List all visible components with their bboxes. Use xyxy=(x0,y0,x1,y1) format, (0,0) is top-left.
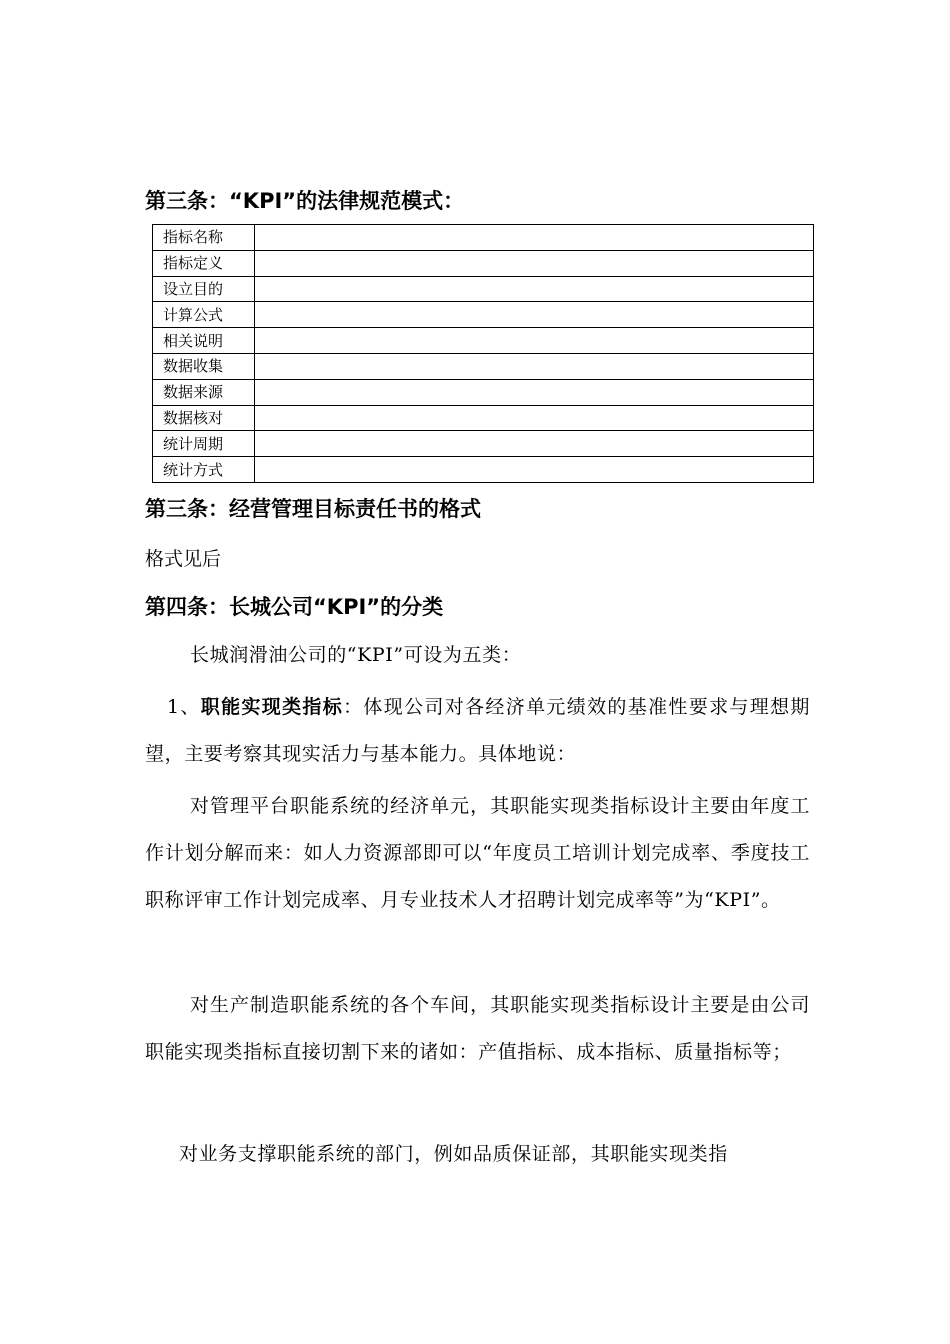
table-row xyxy=(153,302,814,328)
item1-paragraph xyxy=(145,684,810,778)
row-label: 计算公式 xyxy=(153,302,255,328)
row-value xyxy=(255,405,814,431)
row-label: 统计方式 xyxy=(153,457,255,483)
management-paragraph: 对管理平台职能系统的经济单元，其职能实现类指标设计主要由年度工作计划分解而来：如人力资源部即可以“年度员工培训计划完成率、季度技工职称评审工作计划完成率、月专业技术人才招聘计划完成率等”为“KPI”。 xyxy=(145,795,810,911)
section-title-responsibility-format: 第三条：经营管理目标责任书的格式 xyxy=(145,497,481,521)
row-label: 数据收集 xyxy=(153,353,255,379)
item1-description: ：体现公司对各经济单元绩效的基准性要求与理想期望，主要考察其现实活力与基本能力。具体地说： xyxy=(145,696,810,765)
support-paragraph: 对业务支撑职能系统的部门，例如品质保证部，其职能实现类指 xyxy=(179,1143,728,1165)
row-label: 数据核对 xyxy=(153,405,255,431)
table-row xyxy=(153,431,814,457)
table-row xyxy=(153,276,814,302)
row-label: 统计周期 xyxy=(153,431,255,457)
row-value xyxy=(255,457,814,483)
row-value xyxy=(255,250,814,276)
row-value xyxy=(255,353,814,379)
kpi-definition-table xyxy=(152,224,814,483)
intro-text: 长城润滑油公司的“KPI”可设为五类： xyxy=(190,644,522,666)
table-row xyxy=(153,457,814,483)
row-value xyxy=(255,379,814,405)
row-value xyxy=(255,225,814,251)
table-row xyxy=(153,250,814,276)
table-row xyxy=(153,225,814,251)
row-label: 指标名称 xyxy=(153,225,255,251)
row-label: 数据来源 xyxy=(153,379,255,405)
item1-number: 1、 xyxy=(167,696,201,718)
section-title-legal-format: 第三条：“KPI”的法律规范模式： xyxy=(145,189,465,213)
row-label: 设立目的 xyxy=(153,276,255,302)
table-row xyxy=(153,379,814,405)
intro-paragraph xyxy=(145,632,810,679)
row-label: 指标定义 xyxy=(153,250,255,276)
table-row xyxy=(153,405,814,431)
row-value xyxy=(255,431,814,457)
section-title-kpi-classification: 第四条：长城公司“KPI”的分类 xyxy=(145,595,444,619)
table-row xyxy=(153,353,814,379)
row-value xyxy=(255,302,814,328)
row-value xyxy=(255,276,814,302)
item1-term: 职能实现类指标 xyxy=(200,696,344,718)
format-note: 格式见后 xyxy=(145,548,222,570)
production-paragraph: 对生产制造职能系统的各个车间，其职能实现类指标设计主要是由公司职能实现类指标直接切割下来的诸如：产值指标、成本指标、质量指标等； xyxy=(145,994,810,1063)
table-row xyxy=(153,328,814,354)
row-value xyxy=(255,328,814,354)
row-label: 相关说明 xyxy=(153,328,255,354)
